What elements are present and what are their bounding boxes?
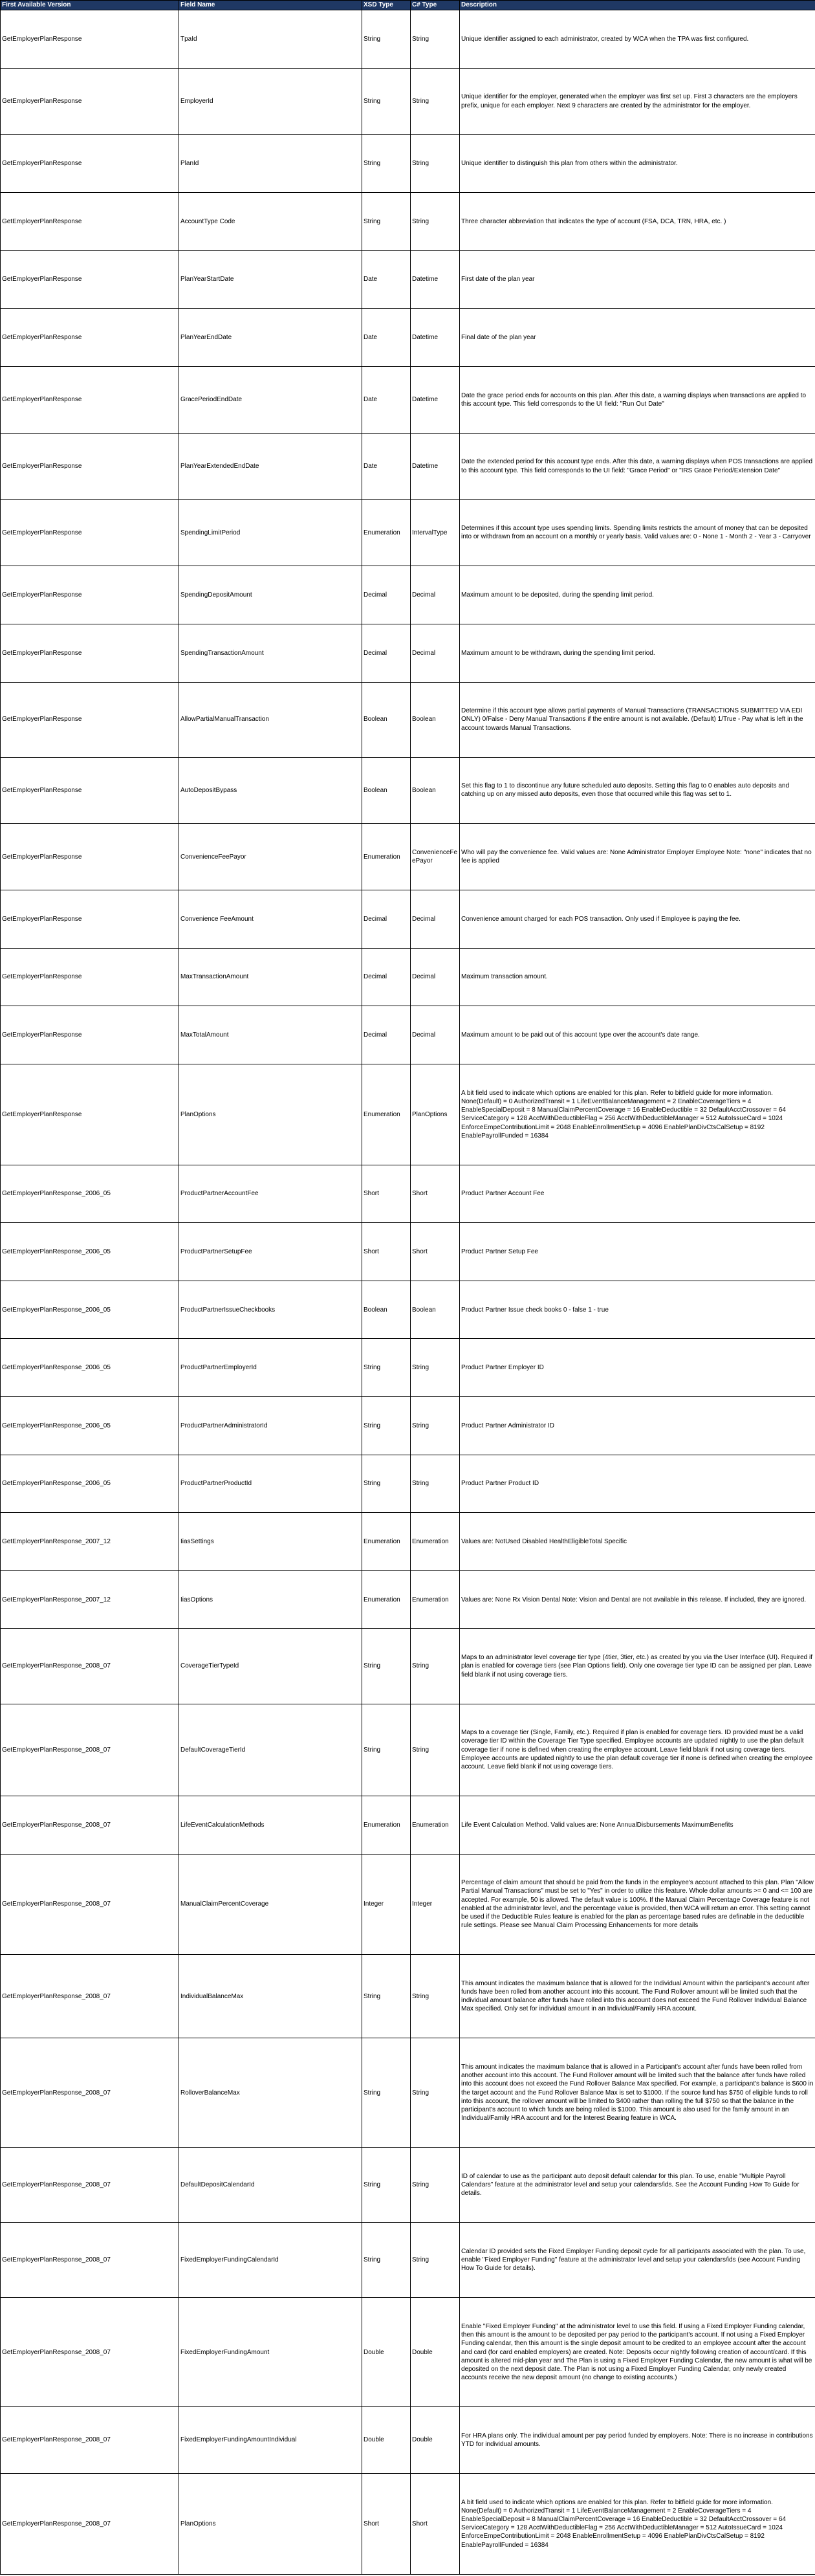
table-row <box>1 1629 815 1704</box>
column-header-field-name: Field Name <box>179 1 362 10</box>
cell-version: GetEmployerPlanResponse <box>1 682 179 757</box>
cell-cs-type: Short <box>411 1165 460 1223</box>
cell-xsd-type: String <box>362 135 411 193</box>
cell-cs-type: Double <box>411 2298 460 2407</box>
cell-xsd-type: String <box>362 2223 411 2298</box>
cell-cs-type: Datetime <box>411 250 460 309</box>
cell-xsd-type: Boolean <box>362 1281 411 1339</box>
cell-version: GetEmployerPlanResponse_2006_05 <box>1 1339 179 1397</box>
cell-field-name: DefaultDepositCalendarId <box>179 2148 362 2223</box>
cell-xsd-type: Decimal <box>362 566 411 624</box>
table-row <box>1 1339 815 1397</box>
cell-xsd-type: Short <box>362 2473 411 2574</box>
cell-version: GetEmployerPlanResponse_2008_07 <box>1 1796 179 1854</box>
table-row <box>1 68 815 135</box>
cell-field-name: ProductPartnerAdministratorId <box>179 1397 362 1455</box>
table-row <box>1 2038 815 2148</box>
cell-description: Unique identifier for the employer, generated when the employer was first set up. First 3 characters are the employers prefix, unique for each employer. Next 9 characters are created by the administrator for the employer. <box>460 68 815 135</box>
cell-xsd-type: Decimal <box>362 1006 411 1064</box>
cell-version: GetEmployerPlanResponse_2008_07 <box>1 2223 179 2298</box>
cell-cs-type: Boolean <box>411 1281 460 1339</box>
cell-version: GetEmployerPlanResponse <box>1 824 179 890</box>
table-row <box>1 566 815 624</box>
cell-field-name: MaxTransactionAmount <box>179 948 362 1006</box>
cell-description: A bit field used to indicate which options are enabled for this plan. Refer to bitfield guide for more information. None(Default) = 0 AuthorizedTransit = 1 LifeEventBalanceManagement = 2 EnableCoverageTiers = 4 EnableSpecialDeposit = 8 ManualClaimPercentCoverage = 16 EnableDeductible = 32 DefaultAcctCrossover = 64 ServiceCategory = 128 AcctWithDeductibleFlag = 256 AcctWithDeductibleManager = 512 AutoIssueCard = 1024 EnforceEmpeContributionLimit = 2048 EnableEnrollmentSetup = 4096 EnablePlanDivCtsCalSetup = 8192 EnablePayrollFunded = 16384 <box>460 1064 815 1165</box>
cell-field-name: AutoDepositBypass <box>179 757 362 824</box>
cell-version: GetEmployerPlanResponse <box>1 624 179 682</box>
cell-field-name: LifeEventCalculationMethods <box>179 1796 362 1854</box>
table-row <box>1 682 815 757</box>
table-row <box>1 433 815 500</box>
cell-field-name: IiasSettings <box>179 1513 362 1571</box>
cell-description: Determines if this account type uses spending limits. Spending limits restricts the amount of money that can be deposited into or withdrawn from an account on a monthly or yearly basis. Valid values are: 0 - None 1 - Month 2 - Year 3 - Carryover <box>460 500 815 566</box>
cell-version: GetEmployerPlanResponse <box>1 1064 179 1165</box>
cell-field-name: EmployerId <box>179 68 362 135</box>
cell-xsd-type: Double <box>362 2407 411 2474</box>
table-row <box>1 1854 815 1955</box>
column-header-xsd-type: XSD Type <box>362 1 411 10</box>
cell-description: Set this flag to 1 to discontinue any future scheduled auto deposits. Setting this flag to 0 enables auto deposits and catching up on any missed auto deposits, even those that occurred while this flag was set to 1. <box>460 757 815 824</box>
cell-description: Percentage of claim amount that should be paid from the funds in the employee's account attached to this plan. Plan "Allow Partial Manual Transactions" must be set to "Yes" in order to utilize this feature. Whole dollar amounts >= 0 and <= 100 are accepted. For example, 50 is allowed. The default value is 100%. If the Manual Claim Percentage Coverage feature is not enabled at the administrator level, and the percentage value is provided, then WCA will return an error. This setting cannot be used if the Deductible Rules feature is enabled for the plan as percentage based rules are definable in the deductible rule settings. Please see Manual Claim Processing Enhancements for more details <box>460 1854 815 1955</box>
cell-version: GetEmployerPlanResponse <box>1 948 179 1006</box>
table-row <box>1 2473 815 2574</box>
cell-xsd-type: String <box>362 2148 411 2223</box>
cell-xsd-type: Date <box>362 433 411 500</box>
cell-description: Life Event Calculation Method. Valid values are: None AnnualDisbursements MaximumBenefits <box>460 1796 815 1854</box>
cell-cs-type: Datetime <box>411 309 460 367</box>
cell-cs-type: ConvenienceFeePayor <box>411 824 460 890</box>
cell-field-name: ProductPartnerAccountFee <box>179 1165 362 1223</box>
cell-field-name: FixedEmployerFundingCalendarId <box>179 2223 362 2298</box>
cell-version: GetEmployerPlanResponse <box>1 1006 179 1064</box>
cell-xsd-type: Enumeration <box>362 1513 411 1571</box>
cell-field-name: ProductPartnerIssueCheckbooks <box>179 1281 362 1339</box>
column-header-version: First Available Version <box>1 1 179 10</box>
table-row <box>1 1955 815 2038</box>
cell-version: GetEmployerPlanResponse_2006_05 <box>1 1223 179 1281</box>
cell-cs-type: PlanOptions <box>411 1064 460 1165</box>
cell-cs-type: Double <box>411 2407 460 2474</box>
cell-cs-type: Short <box>411 1223 460 1281</box>
cell-description: Product Partner Administrator ID <box>460 1397 815 1455</box>
cell-cs-type: String <box>411 1955 460 2038</box>
cell-cs-type: String <box>411 10 460 69</box>
cell-field-name: PlanId <box>179 135 362 193</box>
cell-field-name: DefaultCoverageTierId <box>179 1704 362 1796</box>
table-row <box>1 1223 815 1281</box>
cell-cs-type: String <box>411 1455 460 1513</box>
cell-cs-type: String <box>411 193 460 251</box>
table-row <box>1 1281 815 1339</box>
table-row <box>1 2223 815 2298</box>
cell-field-name: PlanYearExtendedEndDate <box>179 433 362 500</box>
cell-description: Values are: None Rx Vision Dental Note: Vision and Dental are not available in this release. If included, they are ignored. <box>460 1570 815 1629</box>
cell-cs-type: String <box>411 2038 460 2148</box>
cell-xsd-type: String <box>362 1397 411 1455</box>
cell-xsd-type: String <box>362 193 411 251</box>
cell-field-name: SpendingDepositAmount <box>179 566 362 624</box>
cell-cs-type: Boolean <box>411 757 460 824</box>
table-row <box>1 824 815 890</box>
cell-xsd-type: String <box>362 68 411 135</box>
table-row <box>1 500 815 566</box>
cell-version: GetEmployerPlanResponse <box>1 10 179 69</box>
cell-version: GetEmployerPlanResponse_2008_07 <box>1 1629 179 1704</box>
cell-cs-type: String <box>411 1339 460 1397</box>
cell-version: GetEmployerPlanResponse_2006_05 <box>1 1397 179 1455</box>
cell-version: GetEmployerPlanResponse_2008_07 <box>1 2407 179 2474</box>
cell-description: Product Partner Issue check books 0 - false 1 - true <box>460 1281 815 1339</box>
cell-xsd-type: Decimal <box>362 890 411 949</box>
cell-xsd-type: Enumeration <box>362 1570 411 1629</box>
cell-cs-type: String <box>411 1704 460 1796</box>
cell-cs-type: String <box>411 68 460 135</box>
cell-version: GetEmployerPlanResponse_2008_07 <box>1 1704 179 1796</box>
cell-xsd-type: Date <box>362 309 411 367</box>
table-row <box>1 1064 815 1165</box>
cell-field-name: AccountType Code <box>179 193 362 251</box>
cell-description: This amount indicates the maximum balance that is allowed for the Individual Amount within the participant's account after funds have been rolled from another account into this account. The Fund Rollover amount will be limited such that the individual amount balance after funds have rolled into this account does not exceed the Fund Rollover Individual Balance Max specified. Only set for individual amount in an Individual/Family HRA account. <box>460 1955 815 2038</box>
cell-description: Maps to a coverage tier (Single, Family, etc.). Required if plan is enabled for coverage tiers. ID provided must be a valid coverage tier ID within the Coverage Tier Type specified. Employee accounts are updated nightly to use the plan default coverage tier if none is defined when creating the employee account. Leave field blank if not using coverage tiers. Employee accounts are updated nightly to use the plan default coverage tier if none is defined when creating the employee account. Leave field blank if not using coverage tiers. <box>460 1704 815 1796</box>
cell-description: Maps to an administrator level coverage tier type (4tier, 3tier, etc.) as created by you via the User Interface (UI). Required if plan is enabled for coverage tiers (see Plan Options field). Only one coverage tier type ID can be assigned per plan. Leave field blank if not using coverage tiers. <box>460 1629 815 1704</box>
cell-xsd-type: Decimal <box>362 948 411 1006</box>
cell-version: GetEmployerPlanResponse_2008_07 <box>1 1854 179 1955</box>
cell-version: GetEmployerPlanResponse_2006_05 <box>1 1281 179 1339</box>
cell-xsd-type: Integer <box>362 1854 411 1955</box>
cell-version: GetEmployerPlanResponse_2008_07 <box>1 2148 179 2223</box>
cell-xsd-type: Date <box>362 366 411 433</box>
cell-field-name: AllowPartialManualTransaction <box>179 682 362 757</box>
cell-description: Who will pay the convenience fee. Valid values are: None Administrator Employer Employee Note: "none" indicates that no fee is applied <box>460 824 815 890</box>
cell-version: GetEmployerPlanResponse <box>1 890 179 949</box>
cell-cs-type: Datetime <box>411 433 460 500</box>
cell-xsd-type: Enumeration <box>362 500 411 566</box>
cell-cs-type: Short <box>411 2473 460 2574</box>
cell-version: GetEmployerPlanResponse <box>1 757 179 824</box>
cell-version: GetEmployerPlanResponse_2008_07 <box>1 1955 179 2038</box>
table-row <box>1 1455 815 1513</box>
cell-cs-type: String <box>411 135 460 193</box>
table-row <box>1 2298 815 2407</box>
table-row <box>1 757 815 824</box>
cell-xsd-type: Boolean <box>362 682 411 757</box>
cell-xsd-type: Double <box>362 2298 411 2407</box>
table-row <box>1 948 815 1006</box>
cell-xsd-type: String <box>362 1629 411 1704</box>
cell-field-name: FixedEmployerFundingAmountIndividual <box>179 2407 362 2474</box>
cell-xsd-type: Enumeration <box>362 1064 411 1165</box>
cell-version: GetEmployerPlanResponse <box>1 309 179 367</box>
header-row <box>1 1 815 10</box>
cell-cs-type: Enumeration <box>411 1570 460 1629</box>
cell-description: Unique identifier assigned to each administrator, created by WCA when the TPA was first configured. <box>460 10 815 69</box>
cell-cs-type: Enumeration <box>411 1796 460 1854</box>
cell-field-name: IiasOptions <box>179 1570 362 1629</box>
cell-version: GetEmployerPlanResponse_2008_07 <box>1 2298 179 2407</box>
table-row <box>1 1570 815 1629</box>
cell-field-name: ProductPartnerSetupFee <box>179 1223 362 1281</box>
cell-version: GetEmployerPlanResponse_2006_05 <box>1 1455 179 1513</box>
cell-description: Determine if this account type allows partial payments of Manual Transactions (TRANSACTIONS SUBMITTED VIA EDI ONLY) 0/False - Deny Manual Transactions if the entire amount is not available. (Default) 1/True - Pay what is left in the account towards Manual Transactions. <box>460 682 815 757</box>
cell-cs-type: String <box>411 1629 460 1704</box>
table-row <box>1 2148 815 2223</box>
cell-field-name: FixedEmployerFundingAmount <box>179 2298 362 2407</box>
cell-description: Maximum amount to be withdrawn, during the spending limit period. <box>460 624 815 682</box>
cell-cs-type: Integer <box>411 1854 460 1955</box>
table-row <box>1 366 815 433</box>
cell-description: For HRA plans only. The individual amount per pay period funded by employers. Note: There is no increase in contributions YTD for individual amounts. <box>460 2407 815 2474</box>
table-row <box>1 309 815 367</box>
cell-field-name: MaxTotalAmount <box>179 1006 362 1064</box>
cell-description: Product Partner Account Fee <box>460 1165 815 1223</box>
cell-description: Date the extended period for this account type ends. After this date, a warning displays when POS transactions are applied to this account type. This field corresponds to the UI field: "Grace Period" or "IRS Grace Period/Extension Date" <box>460 433 815 500</box>
table-row <box>1 135 815 193</box>
cell-xsd-type: Short <box>362 1165 411 1223</box>
cell-description: Calendar ID provided sets the Fixed Employer Funding deposit cycle for all participants associated with the plan. To use, enable "Fixed Employer Funding" feature at the administrator level and setup your calendars/ids (see Account Funding How To Guide for details). <box>460 2223 815 2298</box>
cell-version: GetEmployerPlanResponse <box>1 566 179 624</box>
cell-field-name: ManualClaimPercentCoverage <box>179 1854 362 1955</box>
cell-cs-type: Datetime <box>411 366 460 433</box>
table-row <box>1 624 815 682</box>
cell-version: GetEmployerPlanResponse <box>1 193 179 251</box>
cell-version: GetEmployerPlanResponse_2006_05 <box>1 1165 179 1223</box>
cell-description: This amount indicates the maximum balance that is allowed in a Participant's account after funds have been rolled from another account into this account. The Fund Rollover amount will be limited such that the balance after funds have rolled into this account does not exceed the Fund Rollover Balance Max specified. For example, a participant's balance is $600 in the target account and the Fund Rollover Balance Max is set to $1000. If the source fund has $750 of eligible funds to roll into this account, the rollover amount will be limited to $400 rather than rolling the full $750 so that the balance in the participant's account to which funds are being rolled is $1000. This amount is also used for the family amount in an Individual/Family HRA account and for the Interest Bearing feature in WCA. <box>460 2038 815 2148</box>
cell-xsd-type: Enumeration <box>362 1796 411 1854</box>
cell-description: Product Partner Product ID <box>460 1455 815 1513</box>
cell-xsd-type: String <box>362 1704 411 1796</box>
table-row <box>1 250 815 309</box>
cell-version: GetEmployerPlanResponse <box>1 433 179 500</box>
cell-cs-type: Decimal <box>411 566 460 624</box>
cell-description: Unique identifier to distinguish this plan from others within the administrator. <box>460 135 815 193</box>
cell-cs-type: Decimal <box>411 948 460 1006</box>
table-row <box>1 1704 815 1796</box>
cell-version: GetEmployerPlanResponse_2008_07 <box>1 2038 179 2148</box>
cell-description: A bit field used to indicate which options are enabled for this plan. Refer to bitfield guide for more information. None(Default) = 0 AuthorizedTransit = 1 LifeEventBalanceManagement = 2 EnableCoverageTiers = 4 EnableSpecialDeposit = 8 ManualClaimPercentCoverage = 16 EnableDeductible = 32 DefaultAcctCrossover = 64 ServiceCategory = 128 AcctWithDeductibleFlag = 256 AcctWithDeductibleManager = 512 AutoIssueCard = 1024 EnforceEmpeContributionLimit = 2048 EnableEnrollmentSetup = 4096 EnablePlanDivCtsCalSetup = 8192 EnablePayrollFunded = 16384 <box>460 2473 815 2574</box>
cell-description: Three character abbreviation that indicates the type of account (FSA, DCA, TRN, HRA, etc. ) <box>460 193 815 251</box>
cell-xsd-type: Short <box>362 1223 411 1281</box>
cell-xsd-type: String <box>362 1455 411 1513</box>
table-row <box>1 1796 815 1854</box>
cell-field-name: PlanYearStartDate <box>179 250 362 309</box>
cell-field-name: SpendingLimitPeriod <box>179 500 362 566</box>
cell-xsd-type: String <box>362 1955 411 2038</box>
cell-field-name: GracePeriodEndDate <box>179 366 362 433</box>
cell-cs-type: Decimal <box>411 1006 460 1064</box>
cell-description: Product Partner Employer ID <box>460 1339 815 1397</box>
cell-description: Maximum transaction amount. <box>460 948 815 1006</box>
cell-version: GetEmployerPlanResponse_2007_12 <box>1 1513 179 1571</box>
table-row <box>1 10 815 69</box>
cell-field-name: ProductPartnerProductId <box>179 1455 362 1513</box>
cell-field-name: PlanOptions <box>179 1064 362 1165</box>
table-row <box>1 1397 815 1455</box>
cell-xsd-type: String <box>362 10 411 69</box>
cell-xsd-type: Enumeration <box>362 824 411 890</box>
cell-cs-type: IntervalType <box>411 500 460 566</box>
cell-version: GetEmployerPlanResponse <box>1 250 179 309</box>
cell-field-name: ProductPartnerEmployerId <box>179 1339 362 1397</box>
cell-field-name: RolloverBalanceMax <box>179 2038 362 2148</box>
cell-description: Convenience amount charged for each POS transaction. Only used if Employee is paying the fee. <box>460 890 815 949</box>
column-header-description: Description <box>460 1 815 10</box>
cell-cs-type: String <box>411 2223 460 2298</box>
cell-version: GetEmployerPlanResponse <box>1 366 179 433</box>
cell-field-name: PlanOptions <box>179 2473 362 2574</box>
cell-xsd-type: String <box>362 2038 411 2148</box>
table-row <box>1 890 815 949</box>
table-row <box>1 1006 815 1064</box>
cell-cs-type: String <box>411 1397 460 1455</box>
cell-cs-type: Boolean <box>411 682 460 757</box>
cell-version: GetEmployerPlanResponse_2007_12 <box>1 1570 179 1629</box>
cell-description: Enable "Fixed Employer Funding" at the administrator level to use this field. If using a Fixed Employer Funding calendar, then this amount is the amount to be deposited per pay period to the participant's account. If not using a Fixed Employer Funding calendar, then this amount is the single deposit amount to be credited to an employee account after the account and card (for card enabled employers) are created. Note: Deposits occur nightly following creation of account/card. If this amount is altered mid-plan year and The Plan is using a Fixed Employer Funding Calendar, the new amount is what will be deposited on the next deposit date. The Plan is not using a Fixed Employer Funding Calendar, only newly created accounts receive the new deposit amount (no change to existing accounts.) <box>460 2298 815 2407</box>
cell-version: GetEmployerPlanResponse <box>1 68 179 135</box>
cell-description: Maximum amount to be deposited, during the spending limit period. <box>460 566 815 624</box>
cell-description: Final date of the plan year <box>460 309 815 367</box>
table-row <box>1 1165 815 1223</box>
cell-field-name: PlanYearEndDate <box>179 309 362 367</box>
cell-version: GetEmployerPlanResponse <box>1 135 179 193</box>
cell-cs-type: Decimal <box>411 890 460 949</box>
cell-xsd-type: String <box>362 1339 411 1397</box>
cell-field-name: TpaId <box>179 10 362 69</box>
cell-cs-type: String <box>411 2148 460 2223</box>
cell-description: ID of calendar to use as the participant auto deposit default calendar for this plan. To use, enable "Multiple Payroll Calendars" feature at the administrator level and setup your calendars/ids. See the Account Funding How To Guide for details. <box>460 2148 815 2223</box>
cell-field-name: IndividualBalanceMax <box>179 1955 362 2038</box>
column-header-cs-type: C# Type <box>411 1 460 10</box>
cell-field-name: Convenience FeeAmount <box>179 890 362 949</box>
cell-xsd-type: Date <box>362 250 411 309</box>
cell-description: Values are: NotUsed Disabled HealthEligibleTotal Specific <box>460 1513 815 1571</box>
cell-field-name: CoverageTierTypeId <box>179 1629 362 1704</box>
table-row <box>1 193 815 251</box>
cell-description: First date of the plan year <box>460 250 815 309</box>
cell-description: Date the grace period ends for accounts on this plan. After this date, a warning displays when transactions are applied to this account type. This field corresponds to the UI field: "Run Out Date" <box>460 366 815 433</box>
cell-description: Maximum amount to be paid out of this account type over the account's date range. <box>460 1006 815 1064</box>
table-row <box>1 2407 815 2474</box>
cell-xsd-type: Boolean <box>362 757 411 824</box>
cell-cs-type: Decimal <box>411 624 460 682</box>
table-row <box>1 1513 815 1571</box>
cell-cs-type: Enumeration <box>411 1513 460 1571</box>
cell-version: GetEmployerPlanResponse_2008_07 <box>1 2473 179 2574</box>
cell-version: GetEmployerPlanResponse <box>1 500 179 566</box>
cell-field-name: SpendingTransactionAmount <box>179 624 362 682</box>
cell-description: Product Partner Setup Fee <box>460 1223 815 1281</box>
cell-field-name: ConvenienceFeePayor <box>179 824 362 890</box>
cell-xsd-type: Decimal <box>362 624 411 682</box>
